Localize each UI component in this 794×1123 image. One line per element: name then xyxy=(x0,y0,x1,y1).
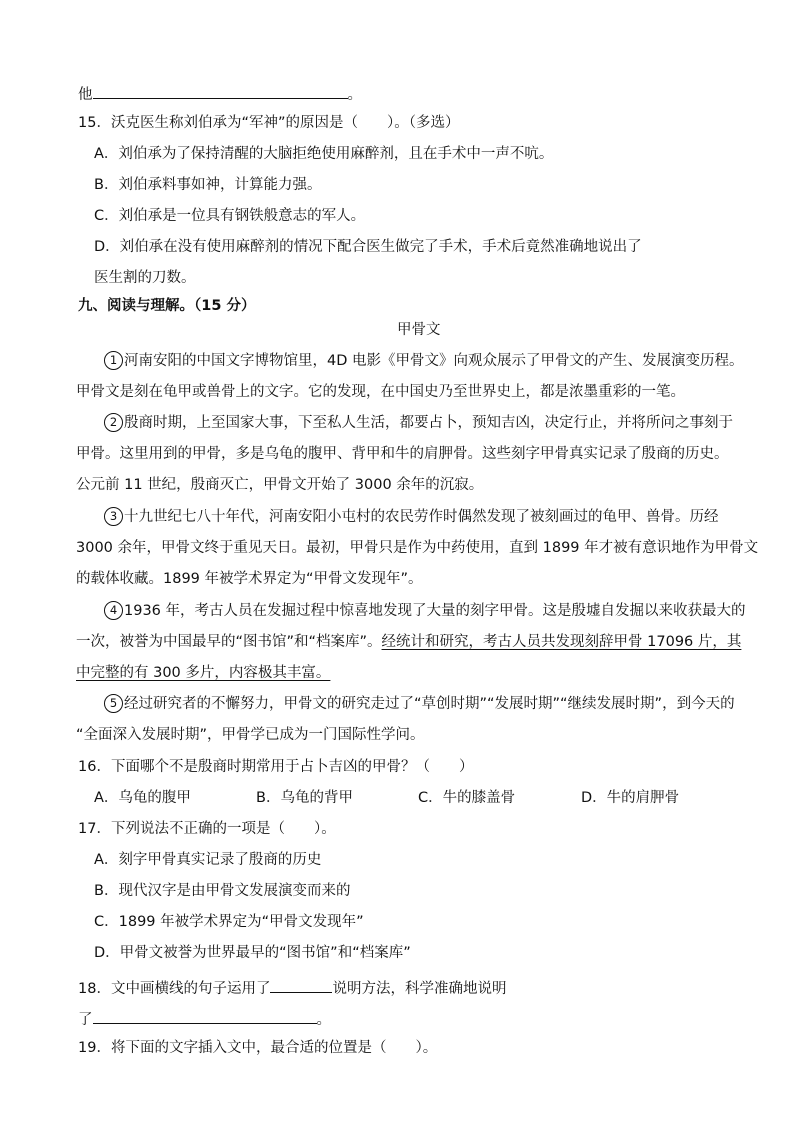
paragraph-2-line-1: 2 殷商时期，上至国家大事，下至私人生活，都要占卜，预知吉凶，决定行止，并将所问之事刻于 xyxy=(104,413,733,433)
q18-blank-explanation[interactable] xyxy=(93,1007,317,1024)
paragraph-5-line-2: “全面深入发展时期”，甲骨学已成为一门国际性学问。 xyxy=(76,727,425,743)
q16-option-d[interactable]: D．牛的肩胛骨 xyxy=(581,790,680,806)
q18-stem: 18．文中画横线的句子运用了 说明方法，科学准确地说明 xyxy=(78,976,506,999)
q15-option-d-continued: 医生割的刀数。 xyxy=(94,270,196,286)
underlined-sentence: 经统计和研究，考古人员共发现刻辞甲骨 17096 片，其 xyxy=(381,634,742,650)
q17-stem: 17．下列说法不正确的一项是（ ）。 xyxy=(78,821,336,837)
q18-blank-method[interactable] xyxy=(270,976,332,993)
q16-option-a[interactable]: A．乌龟的腹甲 xyxy=(94,790,191,806)
paragraph-1-line-1: 1 河南安阳的中国文字博物馆里，4D 电影《甲骨文》向观众展示了甲骨文的产生、发展演变历程。 xyxy=(104,351,744,371)
passage-title: 甲骨文 xyxy=(397,322,441,338)
section-heading: 九、阅读与理解。（15 分） xyxy=(78,298,256,314)
paragraph-number-1: 1 xyxy=(104,351,123,370)
q17-option-b[interactable]: B．现代汉字是由甲骨文发展演变而来的 xyxy=(94,883,351,899)
paragraph-number-2: 2 xyxy=(104,413,123,432)
paragraph-number-5: 5 xyxy=(104,694,123,713)
q15-option-b[interactable]: B．刘伯承料事如神，计算能力强。 xyxy=(94,177,322,193)
q14-blank[interactable] xyxy=(93,82,348,99)
q17-option-c[interactable]: C．1899 年被学术界定为“甲骨文发现年” xyxy=(94,914,364,930)
paragraph-2-line-2: 甲骨。这里用到的甲骨，多是乌龟的腹甲、背甲和牛的肩胛骨。这些刻字甲骨真实记录了殷商的历史。 xyxy=(76,446,729,462)
q18-line-2: 了 。 xyxy=(78,1007,331,1030)
paragraph-number-3: 3 xyxy=(104,507,123,526)
paragraph-number-4: 4 xyxy=(104,601,123,620)
paragraph-5-line-1: 5 经过研究者的不懈努力，甲骨文的研究走过了“草创时期”“发展时期”“继续发展时期”，到今天的 xyxy=(104,694,735,714)
paragraph-2-line-3: 公元前 11 世纪，殷商灭亡，甲骨文开始了 3000 余年的沉寂。 xyxy=(76,477,484,493)
q15-option-d[interactable]: D．刘伯承在没有使用麻醉剂的情况下配合医生做完了手术，手术后竟然准确地说出了 xyxy=(94,239,642,255)
q17-option-d[interactable]: D．甲骨文被誉为世界最早的“图书馆”和“档案库” xyxy=(94,945,411,961)
q17-option-a[interactable]: A．刻字甲骨真实记录了殷商的历史 xyxy=(94,852,322,868)
paragraph-1-line-2: 甲骨文是刻在龟甲或兽骨上的文字。它的发现，在中国史乃至世界史上，都是浓墨重彩的一笔。 xyxy=(76,384,685,400)
q15-stem: 15．沃克医生称刘伯承为“军神”的原因是（ ）。（多选） xyxy=(78,115,460,131)
q16-option-b[interactable]: B．乌龟的背甲 xyxy=(256,790,353,806)
q16-stem: 16．下面哪个不是殷商时期常用于占卜吉凶的甲骨？（ ） xyxy=(78,759,474,775)
underlined-sentence-continued: 中完整的有 300 多片，内容极其丰富。 xyxy=(76,665,331,681)
paragraph-3-line-2: 3000 余年，甲骨文终于重见天日。最初，甲骨只是作为中药使用，直到 1899 年才被有意识地作为甲骨文 xyxy=(76,540,759,556)
q19-stem: 19．将下面的文字插入文中，最合适的位置是（ ）。 xyxy=(78,1040,438,1056)
q16-option-c[interactable]: C．牛的膝盖骨 xyxy=(418,790,516,806)
paragraph-3-line-1: 3 十九世纪七八十年代，河南安阳小屯村的农民劳作时偶然发现了被刻画过的龟甲、兽骨。历经 xyxy=(104,507,719,527)
q14-answer-line: 他 。 xyxy=(78,82,362,105)
paragraph-4-line-2: 一次，被誉为中国最早的“图书馆”和“档案库”。经统计和研究，考古人员共发现刻辞甲骨 17096 片，其 xyxy=(76,634,742,650)
paragraph-4-line-1: 4 1936 年，考古人员在发掘过程中惊喜地发现了大量的刻字甲骨。这是殷墟自发掘以来收获最大的 xyxy=(104,601,746,621)
paragraph-3-line-3: 的载体收藏。1899 年被学术界定为“甲骨文发现年”。 xyxy=(76,571,423,587)
q15-option-a[interactable]: A．刘伯承为了保持清醒的大脑拒绝使用麻醉剂，且在手术中一声不吭。 xyxy=(94,146,554,162)
q15-option-c[interactable]: C．刘伯承是一位具有钢铁般意志的军人。 xyxy=(94,208,366,224)
